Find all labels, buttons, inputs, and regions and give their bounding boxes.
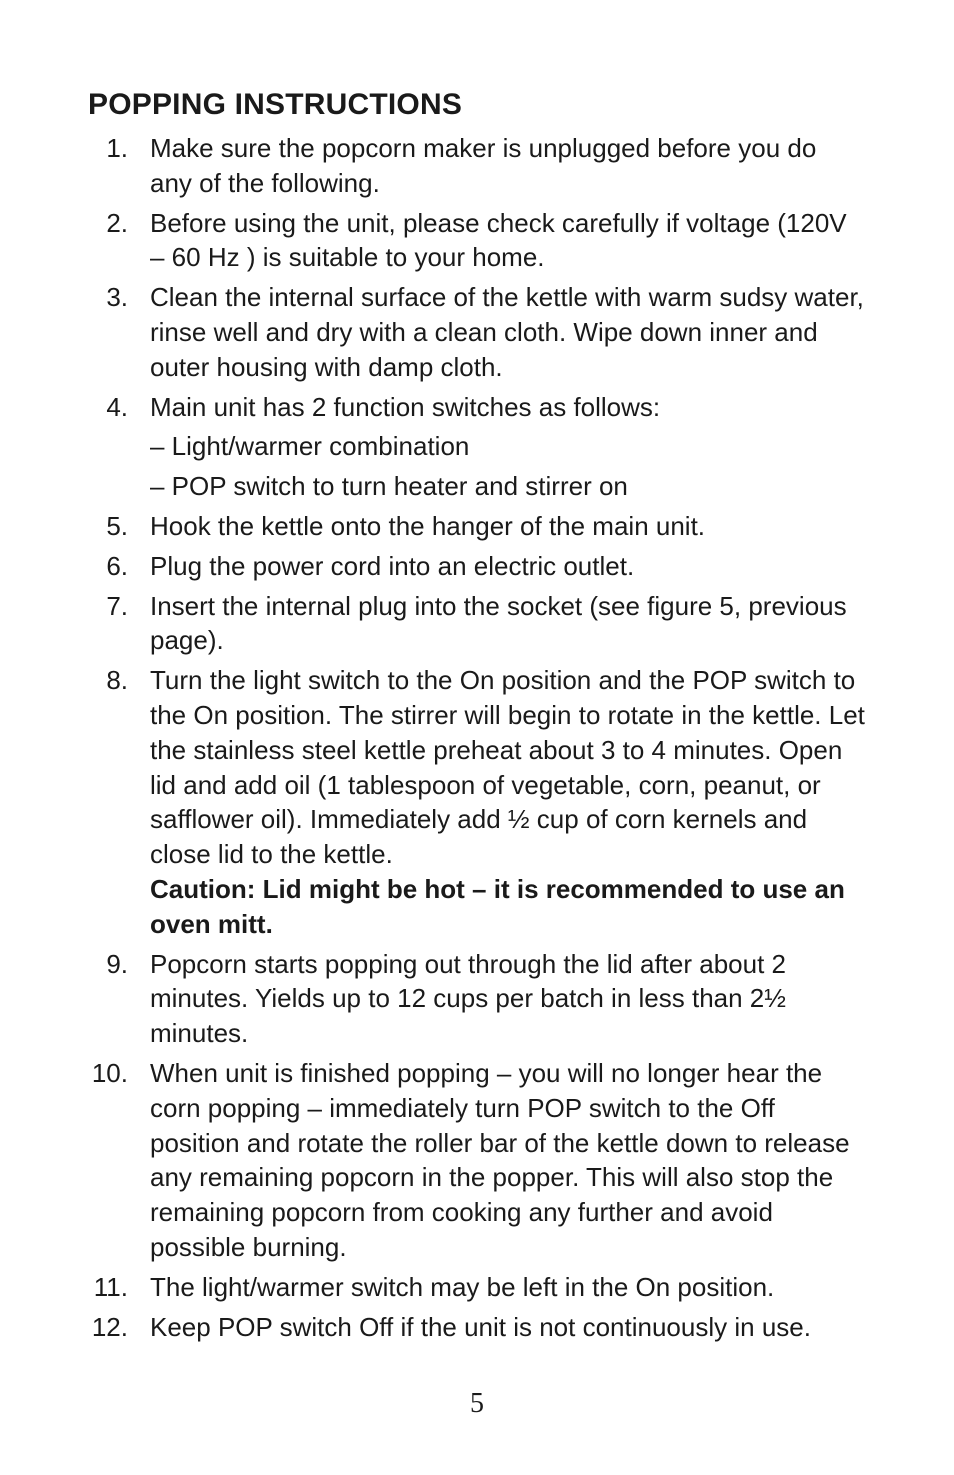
sub-item-pop-switch: – POP switch to turn heater and stirrer on xyxy=(150,471,628,502)
item-number: 12. xyxy=(91,1311,128,1342)
item-text: Plug the power cord into an electric outlet. xyxy=(150,550,635,581)
instruction-item-6 xyxy=(0,549,865,584)
item-text: Hook the kettle onto the hanger of the main unit. xyxy=(150,510,706,541)
caution-text: Caution: Lid might be hot – it is recommended to use an oven mitt. xyxy=(150,873,845,939)
item-number: 7. xyxy=(106,590,128,621)
sub-item-light-warmer: – Light/warmer combination xyxy=(150,431,470,462)
item-text: Keep POP switch Off if the unit is not continuously in use. xyxy=(150,1311,811,1342)
item-number: 9. xyxy=(106,948,128,979)
instructions-list xyxy=(0,131,954,1349)
item-number: 8. xyxy=(106,665,128,696)
item-text: Clean the internal surface of the kettle with warm sudsy water, rinse well and dry with a clean cloth. Wipe down inner and outer housing with damp cloth. xyxy=(150,282,864,382)
instruction-item-1 xyxy=(0,131,865,201)
instruction-item-9 xyxy=(0,947,865,1051)
item-number: 10. xyxy=(91,1057,128,1088)
item-text: Popcorn starts popping out through the lid after about 2 minutes. Yields up to 12 cups per batch in less than 2½ minutes. xyxy=(150,948,786,1049)
item-text: When unit is finished popping – you will no longer hear the corn popping – immediately turn POP switch to the Off position and rotate the roller bar of the kettle down to release any remaining popcorn in the popper. This will also stop the remaining popcorn from cooking any further and avoid possible burning. xyxy=(150,1057,850,1262)
item-number: 4. xyxy=(106,391,128,422)
item-number: 6. xyxy=(106,550,128,581)
instruction-item-11 xyxy=(0,1270,865,1305)
item-text: Turn the light switch to the On position and the POP switch to the On position. The stirrer will begin to rotate in the kettle. Let the stainless steel kettle preheat about 3 to 4 minutes. Open lid and add oil (1 tablespoon of vegetable, corn, peanut, or safflower oil). Immediately add ½ cup of corn kernels and close lid to the kettle. xyxy=(150,665,865,870)
instruction-item-12 xyxy=(0,1310,865,1345)
instruction-item-8 xyxy=(0,663,865,941)
instruction-item-10 xyxy=(0,1056,865,1265)
item-text: Insert the internal plug into the socket (see figure 5, previous page). xyxy=(150,590,847,656)
item-text: Make sure the popcorn maker is unplugged before you do any of the following. xyxy=(150,133,817,198)
instruction-item-3 xyxy=(0,280,865,384)
page-number: 5 xyxy=(470,1388,484,1419)
item-text: The light/warmer switch may be left in the On position. xyxy=(150,1271,775,1302)
instruction-item-4 xyxy=(0,390,865,504)
item-number: 5. xyxy=(106,510,128,541)
item-number: 2. xyxy=(106,207,128,238)
instruction-item-7 xyxy=(0,589,865,659)
item-number: 1. xyxy=(106,133,128,163)
section-heading: POPPING INSTRUCTIONS xyxy=(88,88,463,121)
item-number: 3. xyxy=(106,282,128,313)
instruction-item-5 xyxy=(0,509,865,544)
item-text: Main unit has 2 function switches as follows: xyxy=(150,391,661,422)
item-text: Before using the unit, please check carefully if voltage (120V – 60 Hz ) is suitable to your home. xyxy=(150,207,847,273)
instruction-item-2 xyxy=(0,206,865,276)
item-number: 11. xyxy=(93,1271,128,1302)
